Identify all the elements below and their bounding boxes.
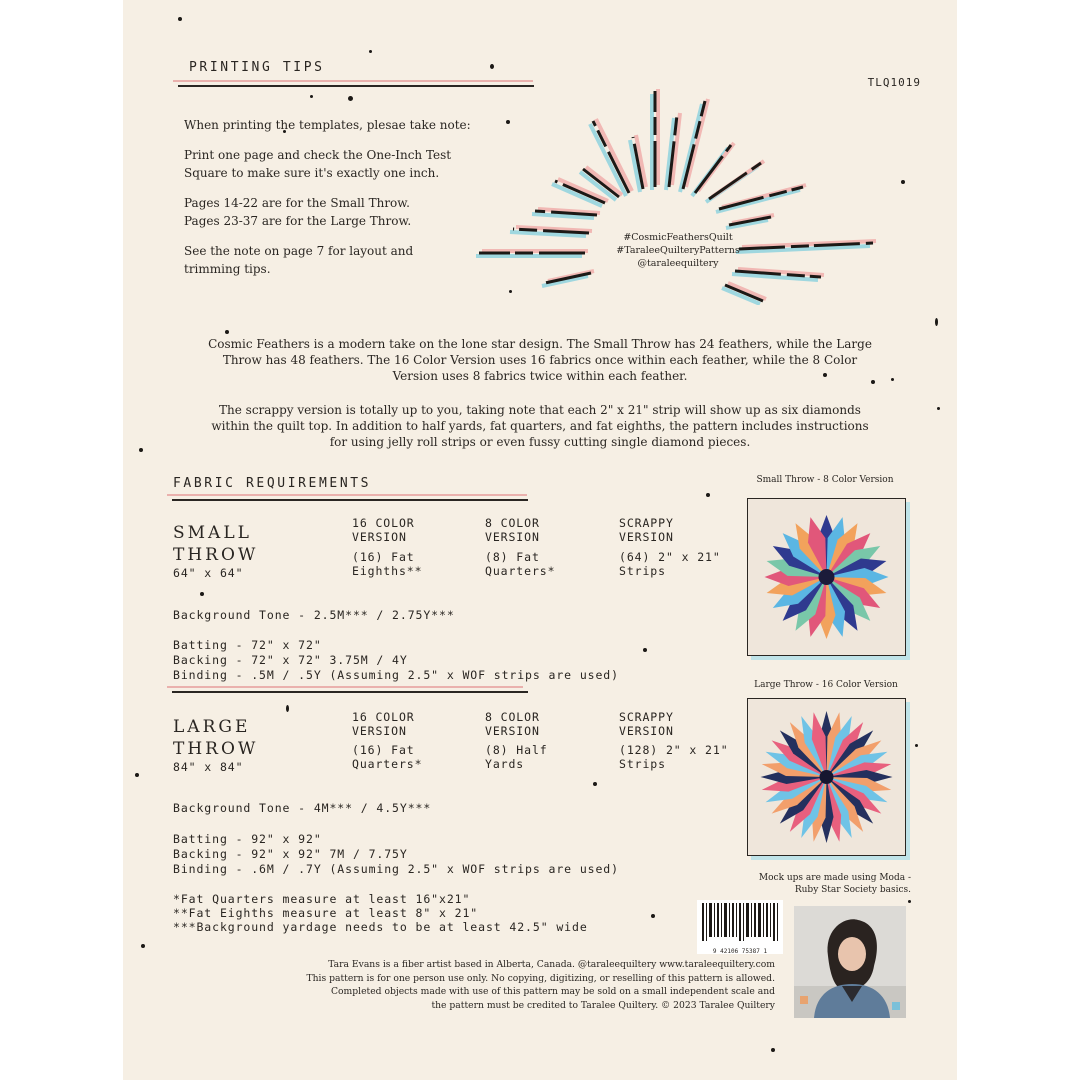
hashtag-block [593,231,763,270]
footnotes [173,892,588,934]
tip-one-inch-square: Print one page and check the One-Inch Test Square to make sure it's exactly one inch. [184,148,452,180]
description-paragraph-1: Cosmic Feathers is a modern take on the lone star design. The Small Throw has 24 feathers, while the Large Throw has 48 feathers. The 16 Color Version uses 16 fabrics once within each feather, while the 8 Color Version uses 8 fabrics twice within each feather. [208,337,872,383]
starburst-graphic [473,85,893,305]
small-scrappy-value: (64) 2" x 21" Strips [619,550,721,578]
section-divider-pink [167,686,523,688]
description-paragraph-2: The scrappy version is totally up to you, taking note that each 2" x 21" strip will show up as six diamonds within the quilt top. In addition to half yards, fat quarters, and fat eighths, the pattern includes instructions for using jelly roll strips or even fussy cutting single diamond pieces. [211,403,869,449]
footer-about: Tara Evans is a fiber artist based in Alberta, Canada. @taraleequiltery www.taraleequiltery.com [328,959,775,970]
printing-tips-intro: When printing the templates, plesae take note: [184,118,471,132]
large-background-tone: Background Tone - 4M*** / 4.5Y*** [173,801,432,815]
printing-tips-heading: PRINTING TIPS [189,60,325,75]
footnote-background-width: ***Background yardage needs to be at least 42.5" wide [173,920,588,934]
printing-tips-list [184,116,504,278]
section-divider [172,691,528,693]
footer-legal [203,958,775,1012]
large-binding: Binding - .6M / .7Y (Assuming 2.5" x WOF strips are used) [173,862,619,876]
large-col8-header: 8 COLOR VERSION [485,710,540,738]
small-scrappy-header: SCRAPPY VERSION [619,516,674,544]
large-scrappy-value: (128) 2" x 21" Strips [619,743,729,771]
small-col8-header: 8 COLOR VERSION [485,516,540,544]
pattern-code: TLQ1019 [867,76,921,89]
fabric-heading-underline-pink [167,494,527,496]
heading-underline-pink [173,80,533,82]
large-throw-title: LARGE THROW 84" x 84" [173,717,259,774]
designer-photo [794,906,906,1018]
large-col8-value: (8) Half Yards [485,743,548,771]
instagram-handle: @taraleequiltery [637,258,719,269]
large-scrappy-header: SCRAPPY VERSION [619,710,674,738]
large-throw-mockup-image [747,698,906,856]
large-mockup-caption: Large Throw - 16 Color Version [754,680,898,690]
barcode-icon [697,900,783,944]
small-mockup-caption: Small Throw - 8 Color Version [756,475,894,485]
large-star-quilt-illustration [748,699,905,855]
small-background-tone: Background Tone - 2.5M*** / 2.75Y*** [173,608,455,622]
fabric-heading-underline [172,499,528,501]
hashtag-taralee-patterns: #TaraleeQuilteryPatterns [616,245,740,256]
pattern-back-cover [123,0,957,1080]
fabric-requirements-heading: FABRIC REQUIREMENTS [173,476,372,491]
large-col16-value: (16) Fat Quarters* [352,743,423,771]
hashtag-cosmic-feathers: #CosmicFeathersQuilt [623,232,733,243]
tip-layout-note: See the note on page 7 for layout and trimming tips. [184,244,414,276]
tip-page-ranges: Pages 14-22 are for the Small Throw. Pages 23-37 are for the Large Throw. [184,196,412,228]
footer-sales-note: Completed objects made with use of this pattern may be sold on a small independent scale and [331,986,775,997]
large-batting: Batting - 92" x 92" [173,832,322,846]
small-col16-value: (16) Fat Eighths** [352,550,423,578]
small-col8-value: (8) Fat Quarters* [485,550,556,578]
large-col16-header: 16 COLOR VERSION [352,710,415,738]
footnote-fat-quarters: *Fat Quarters measure at least 16"x21" [173,892,471,906]
small-batting: Batting - 72" x 72" [173,638,322,652]
large-backing: Backing - 92" x 92" 7M / 7.75Y [173,847,408,861]
small-backing: Backing - 72" x 72" 3.75M / 4Y [173,653,408,667]
footnote-fat-eighths: **Fat Eighths measure at least 8" x 21" [173,906,479,920]
small-binding: Binding - .5M / .5Y (Assuming 2.5" x WOF strips are used) [173,668,619,682]
footer-license: This pattern is for one person use only. No copying, digitizing, or reselling of this pattern is allowed. [306,972,775,984]
small-throw-title: SMALL THROW 64" x 64" [173,523,259,580]
small-throw-size: 64" x 64" [173,566,244,580]
small-throw-mockup-image [747,498,906,656]
barcode-number: 9 42106 75387 1 [712,948,768,955]
designer-portrait [794,906,906,1018]
footer-copyright: the pattern must be credited to Taralee Quiltery. © 2023 Taralee Quiltery [431,999,775,1011]
mockup-fabric-note: Mock ups are made using Moda - Ruby Star Society basics. [758,873,911,895]
small-star-quilt-illustration [748,499,905,655]
barcode [697,900,783,954]
small-col16-header: 16 COLOR VERSION [352,516,415,544]
large-throw-size: 84" x 84" [173,760,244,774]
